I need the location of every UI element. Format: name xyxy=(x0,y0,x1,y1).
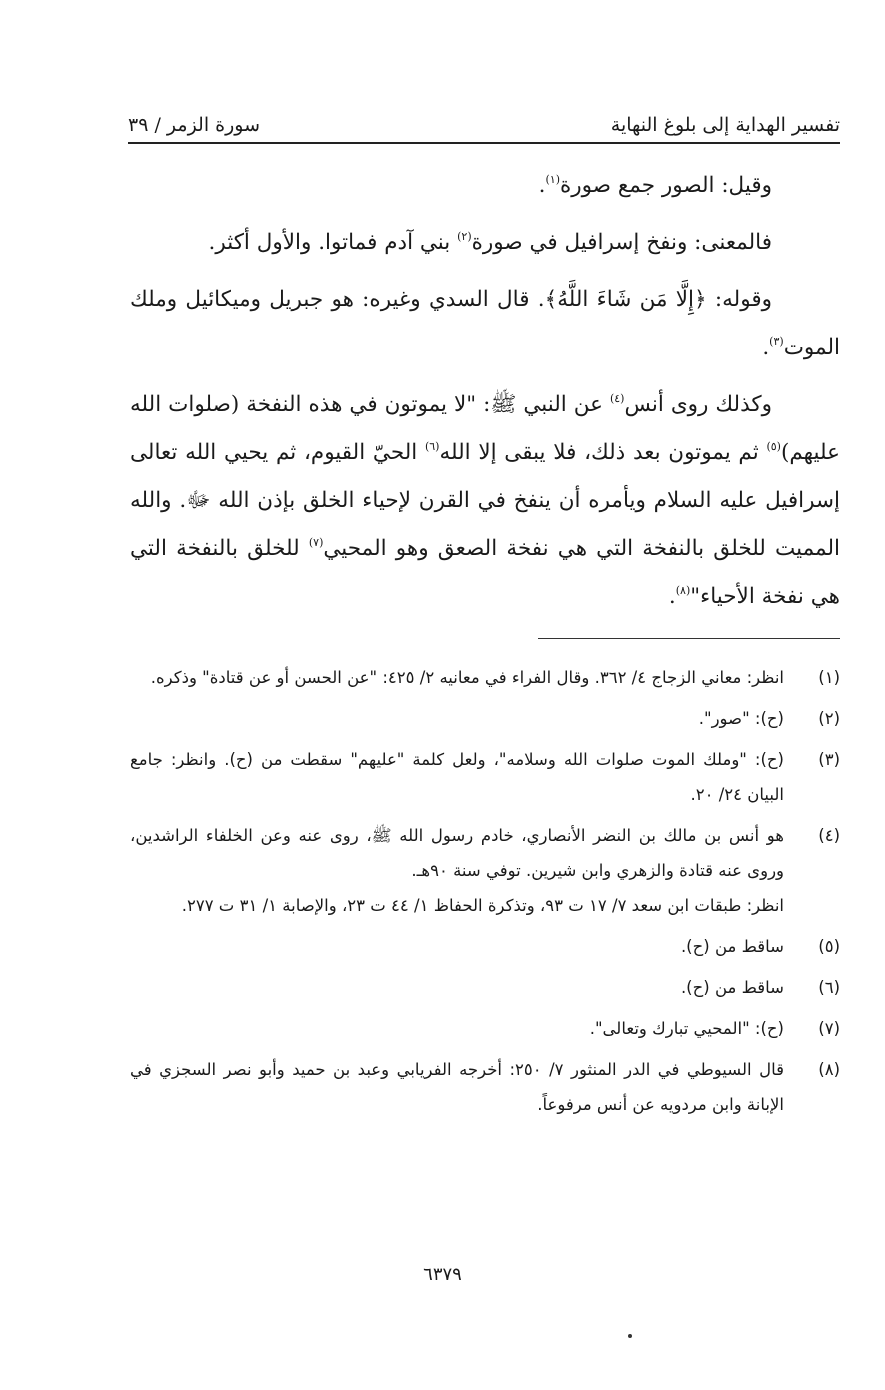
footnote-number: (١) xyxy=(818,668,840,687)
footnote-number: (٦) xyxy=(818,978,840,997)
footnotes-section xyxy=(130,660,840,1128)
main-text xyxy=(130,162,840,630)
footnote-text: (ح): "المحيي تبارك وتعالى". xyxy=(589,1019,784,1038)
header-divider xyxy=(128,142,840,144)
page-number: ٦٣٧٩ xyxy=(423,1264,462,1285)
footnote-ref[interactable]: (٢) xyxy=(457,230,472,243)
footnote-number: (٤) xyxy=(818,826,840,845)
scan-speck xyxy=(628,1334,632,1338)
paragraph-1: وقيل: الصور جمع صورة$^{(١)}$. xyxy=(538,173,772,198)
footnote-ref[interactable]: (٦) xyxy=(424,440,440,453)
footnote-8 xyxy=(130,1052,840,1122)
footnote-ref[interactable]: (٧) xyxy=(308,536,324,549)
footnote-2 xyxy=(130,701,840,736)
footnote-4 xyxy=(130,818,840,923)
footnote-5 xyxy=(130,929,840,964)
footnote-7 xyxy=(130,1011,840,1046)
footnote-number: (٣) xyxy=(818,750,840,769)
footnote-text-block xyxy=(130,818,784,923)
running-header xyxy=(128,100,840,136)
footnote-text: ساقط من (ح). xyxy=(680,937,784,956)
footnote-text: (ح): "صور". xyxy=(698,709,784,728)
footnote-number: (٢) xyxy=(818,709,840,728)
footnote-number: (٨) xyxy=(818,1060,840,1079)
footnote-number: (٥) xyxy=(818,937,840,956)
paragraph-3: وقوله: ﴿إِلَّا مَن شَاءَ اللَّهُ﴾. قال السدي وغيره: هو جبريل وميكائيل وملك الموت$^{(٣)}$. xyxy=(130,287,840,360)
paragraph-4: وكذلك روى أنس$^{(٤)}$ عن النبي ﷺ: "لا يموتون في هذه النفخة (صلوات الله عليهم)$^{(٥)}$ ثم يموتون بعد ذلك، فلا يبقى إلا الله$^{(٦)}$ الحيّ القيوم، ثم يحيي الله تعالى إسرافيل عليه السلام ويأمره أن ينفخ في القرن لإحياء الخلق بإذن الله ﷻ. والله المميت للخلق بالنفخة التي هي نفخة الصعق وهو المحيي$^{(٧)}$ للخلق بالنفخة التي هي نفخة الأحياء"$^{(٨)}$. xyxy=(130,392,840,609)
footnote-ref[interactable]: (٣) xyxy=(769,335,784,348)
footnote-text: انظر: معاني الزجاج ٤/ ٣٦٢. وقال الفراء في معانيه ٢/ ٤٢٥: "عن الحسن أو عن قتادة" وذكره. xyxy=(150,668,784,687)
footnote-sources: انظر: طبقات ابن سعد ٧/ ١٧ ت ٩٣، وتذكرة الحفاظ ١/ ٤٤ ت ٢٣، والإصابة ١/ ٣١ ت ٢٧٧. xyxy=(181,896,784,915)
footnote-text: (ح): "وملك الموت صلوات الله وسلامه"، ولعل كلمة "عليهم" سقطت من (ح). وانظر: جامع البيان ٢٤/ ٢٠. xyxy=(130,750,784,804)
footnote-text: ساقط من (ح). xyxy=(680,978,784,997)
footnote-1 xyxy=(130,660,840,695)
footnote-ref[interactable]: (٥) xyxy=(766,440,781,453)
footnote-ref[interactable]: (٨) xyxy=(675,584,691,597)
paragraph-2: فالمعنى: ونفخ إسرافيل في صورة$^{(٢)}$ بني آدم فماتوا. والأول أكثر. xyxy=(208,230,772,255)
book-title: تفسير الهداية إلى بلوغ النهاية xyxy=(610,114,840,136)
footnote-3 xyxy=(130,742,840,812)
footnote-text: قال السيوطي في الدر المنثور ٧/ ٢٥٠: أخرجه الفريابي وعبد بن حميد وأبو نصر السجزي في الإبانة وابن مردويه عن أنس مرفوعاً. xyxy=(130,1060,784,1114)
surah-reference: سورة الزمر / ٣٩ xyxy=(128,114,261,136)
footnote-6 xyxy=(130,970,840,1005)
footnote-text: هو أنس بن مالك بن النضر الأنصاري، خادم رسول الله ﷺ، روى عنه وعن الخلفاء الراشدين، وروى عنه قتادة والزهري وابن شيرين. توفي سنة ٩٠هـ. xyxy=(130,826,784,880)
footnote-ref[interactable]: (٤) xyxy=(609,392,625,405)
footnote-divider xyxy=(538,638,840,639)
footnote-ref[interactable]: (١) xyxy=(545,173,560,186)
footnote-number: (٧) xyxy=(818,1019,840,1038)
